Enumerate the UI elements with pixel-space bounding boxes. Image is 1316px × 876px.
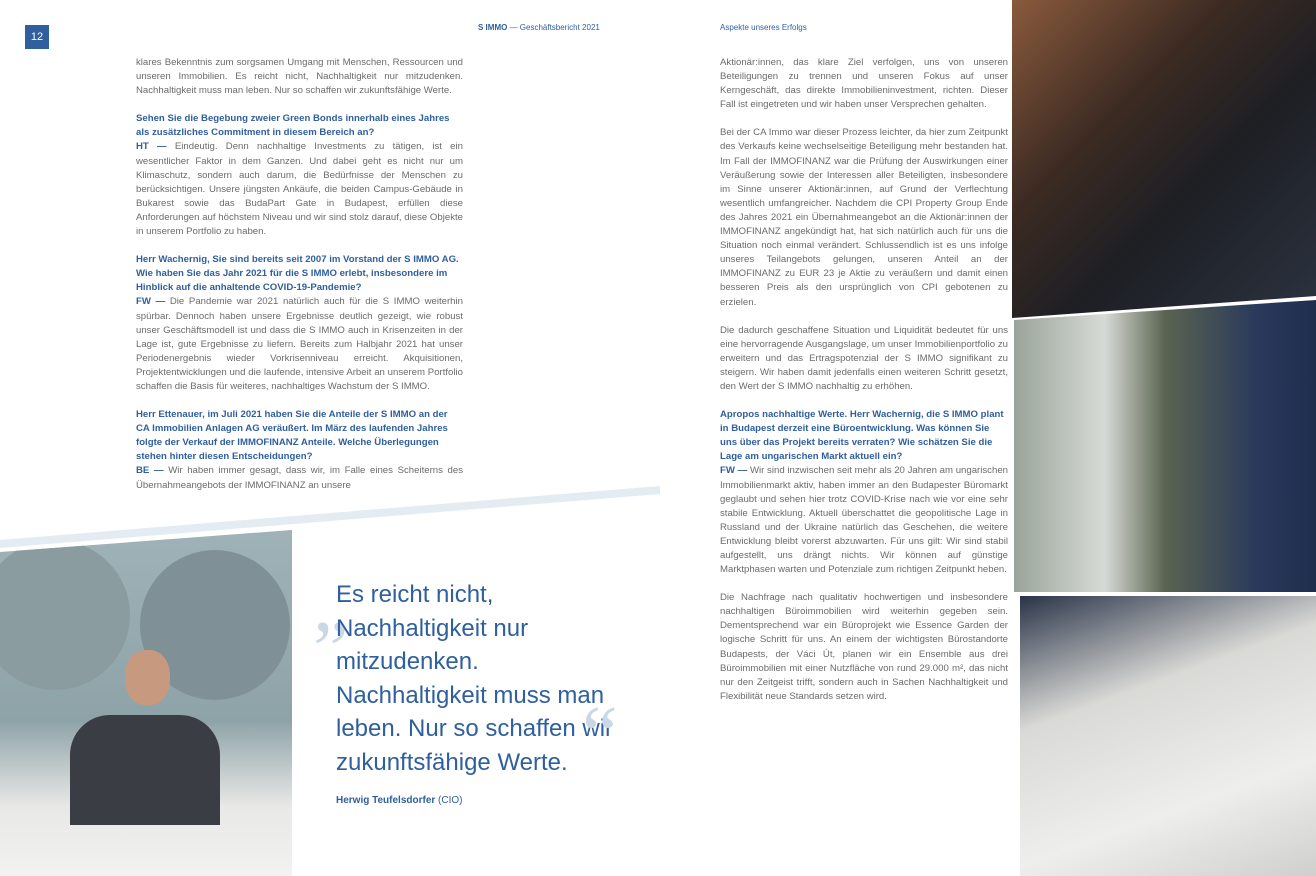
photo-briefcase [1012,0,1316,318]
paragraph: Aktionär:innen, das klare Ziel verfolgen, uns von unseren Beteiligungen zu trennen und unseren Fokus auf unser Kerngeschäft, das direkte Immobilieninvestment, richten. Dieser Fall ist eingetreten und wir haben unser Versprechen gehalten. [720,57,1008,111]
speaker-initials: HT — [136,141,167,153]
right-text-column [720,56,1008,718]
speaker-initials: FW — [720,465,748,477]
interview-qa [136,253,463,394]
pull-quote: Es reicht nicht, Nachhaltigkeit nur mitzudenken. Nachhaltigkeit muss man leben. Nur so schaffen wir zukunftsfähige Werte. [336,581,614,776]
section-header: Aspekte unseres Erfolgs [720,23,807,32]
paragraph: Bei der CA Immo war dieser Prozess leichter, da hier zum Zeitpunkt des Verkaufs keine wechselseitige Beteiligung mehr bestanden hat. Im Fall der IMMOFINANZ war die Prüfung der Auswirkungen einer Veräußerung sowie der Interessen aller Beteiligten, insbesondere im Sinne unserer Aktionär:innen, auf Grund der Verflechtung wesentlich umfangreicher. Nachdem die CPI Property Group Ende des Jahres 2021 ein Übernahmeangebot an die Aktionär:innen der IMMOFINANZ angekündigt hat, hat sich natürlich auch für uns die Situation noch einmal verändert. Schlussendlich ist es uns infolge unseres Teilangebots gelungen, unseren Anteil an der IMMOFINANZ zu EUR 23 je Aktie zu veräußern und damit einen besseren Preis als den ursprünglich von CPI gebotenen zu erzielen. [720,127,1008,308]
report-title: — Geschäftsbericht 2021 [507,23,600,32]
interview-question: Apropos nachhaltige Werte. Herr Wachernig, die S IMMO plant in Budapest derzeit eine Büroentwicklung. Was können Sie uns über das Projekt bereits verraten? Wie schätzen Sie die Lage am ungarischen Markt aktuell ein? [720,409,1004,463]
author-name: Herwig Teufelsdorfer [336,795,436,806]
interview-question: Sehen Sie die Begebung zweier Green Bonds innerhalb eines Jahres als zusätzliches Commitment in diesem Bereich an? [136,113,450,139]
quote-author [336,795,463,806]
interview-qa [720,408,1008,577]
open-quote-mark: „ [313,561,349,649]
author-role: (CIO) [435,795,463,806]
speaker-initials: FW — [136,296,166,308]
interview-qa [136,112,463,239]
photo-meeting [1014,300,1316,592]
interview-qa [136,408,463,493]
interview-question: Herr Ettenauer, im Juli 2021 haben Sie die Anteile der S IMMO an der CA Immobilien Anlagen AG veräußert. Im März des laufenden Jahres folgte der Verkauf der IMMOFINANZ Anteile. Welche Überlegungen stehen hinter diesen Entscheidungen? [136,409,448,463]
interview-question: Herr Wachernig, Sie sind bereits seit 2007 im Vorstand der S IMMO AG. Wie haben Sie das Jahr 2021 für die S IMMO erlebt, insbesondere im Hinblick auf die anhaltende COVID-19-Pandemie? [136,254,459,294]
interview-answer: Wir haben immer gesagt, dass wir, im Falle eines Scheiterns des Übernahmeangebots der IMMOFINANZ an unsere [136,465,464,491]
report-brand: S IMMO [478,23,508,32]
speaker-initials: BE — [136,465,164,477]
paragraph: klares Bekenntnis zum sorgsamen Umgang mit Menschen, Ressourcen und unseren Immobilien. Es reicht nicht, Nachhaltigkeit nur mitzudenken. Nachhaltigkeit muss man leben. Nur so schaffen wir zukunftsfähige Werte. [136,57,463,97]
photo-cio-portrait [0,530,292,876]
page-number: 12 [25,25,49,49]
paragraph: Die dadurch geschaffene Situation und Liquidität bedeutet für uns eine hervorragende Ausgangslage, um unser Immobilienportfolio zu erweitern und das Ertragspotenzial der S IMMO signifikant zu steigern. Wir haben damit jedenfalls einen weiteren Schritt gesetzt, den Wert der S IMMO nachhaltig zu erhöhen. [720,324,1008,392]
interview-answer: Die Pandemie war 2021 natürlich auch für die S IMMO weiterhin spürbar. Dennoch haben unsere Ergebnisse deutlich gezeigt, wie robust unser Geschäftsmodell ist und dass die S IMMO auch in Krisenzeiten in der Lage ist, gute Ergebnisse zu liefern. Bereits zum Halbjahr 2021 hat unser Periodenergebnis wieder Vorkrisenniveau erreicht. Akquisitionen, Projektentwicklungen und die laufende, intensive Arbeit an unserem Portfolio schaffen die Basis für weiteres, nachhaltiges Wachstum der S IMMO. [136,296,463,392]
left-text-column [136,56,463,507]
interview-answer: Wir sind inzwischen seit mehr als 20 Jahren am ungarischen Immobilienmarkt aktiv, haben immer an den Budapester Büromarkt geglaubt und sehen hier trotz COVID-Krise nach wie vor eine sehr stabile Entwicklung. Aktuell überschattet die geopolitische Lage in Russland und der Ukraine natürlich das Geschehen, die weitere Entwicklung bleibt vorerst abzuwarten. Für uns gilt: Wir sind stabil aufgestellt, uns drängt nichts. Wir können auf günstige Marktphasen warten und Potenziale zum richtigen Zeitpunkt heben. [720,465,1008,576]
close-quote-mark: “ [582,691,618,779]
running-header [478,23,600,32]
interview-answer: Eindeutig. Denn nachhaltige Investments zu tätigen, ist ein wesentlicher Faktor in dem Ganzen. Und dabei geht es nicht nur um Klimaschutz, sondern auch darum, die Bedürfnisse der Menschen zu berücksichtigen. Unsere jüngsten Ankäufe, die beiden Campus-Gebäude in Bukarest sowie das BudaPart Gate in Budapest, erfüllen diese Anforderungen auf höchstem Niveau und wir sind stolz darauf, diese Objekte in unserem Portfolio zu haben. [136,141,463,238]
paragraph: Die Nachfrage nach qualitativ hochwertigen und insbesondere nachhaltigen Büroimmobilien wird weiterhin gegeben sein. Dementsprechend war ein Büroprojekt wie Essence Garden der logische Schritt für uns. An einem der wichtigsten Bürostandorte Budapests, der Váci Út, planen wir ein Ensemble aus drei Büroimmobilien mit einer Nutzfläche von rund 29.000 m², das nicht nur den Zeitgeist trifft, sondern auch in Sachen Nachhaltigkeit und Flexibilität neue Standards setzen wird. [720,592,1008,702]
photo-tablet [1020,596,1316,876]
